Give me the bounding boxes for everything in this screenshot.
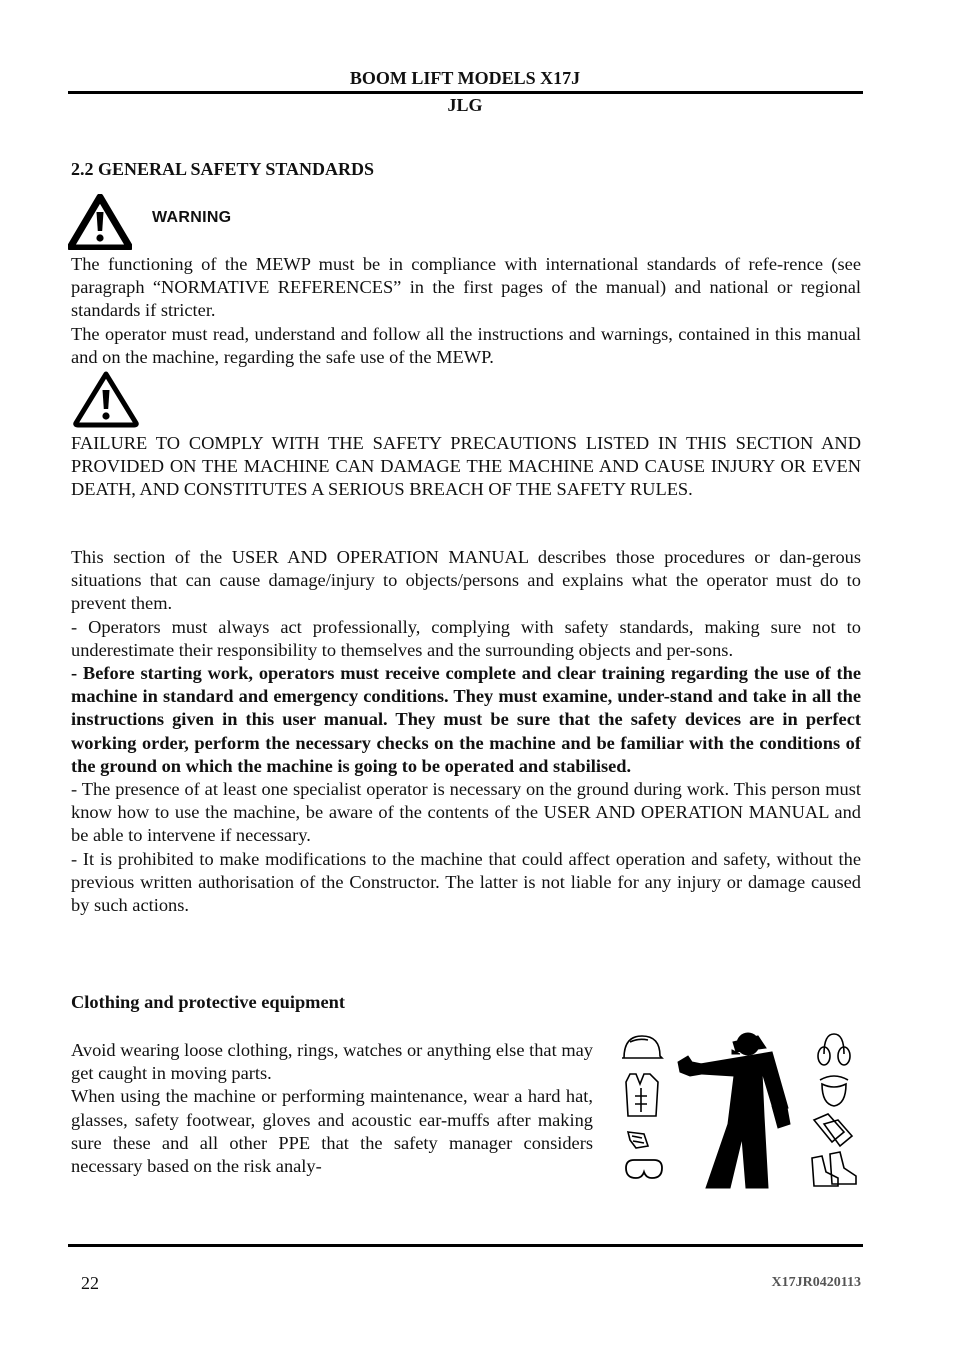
paragraph: - The presence of at least one specialist operator is necessary on the ground during work. This person must know how to use the machine, be aware of the contents of the USER AND OPERATION MANUAL and be able to intervene if necessary. (71, 779, 861, 846)
face-mask-icon (820, 1076, 848, 1106)
ear-muffs-icon (818, 1034, 850, 1065)
paragraph: - Operators must always act professionally, complying with safety standards, making sure not to underestimate their responsibility to themselves and the surrounding objects and per-sons. (71, 616, 861, 660)
caution-paragraph: FAILURE TO COMPLY WITH THE SAFETY PRECAUTIONS LISTED IN THIS SECTION AND PROVIDED ON THE MACHINE CAN DAMAGE THE MACHINE AND CAUSE INJURY OR EVEN DEATH, AND CONSTITUTES A SERIOUS BREACH OF THE SAFETY RULES. (71, 433, 861, 500)
page-number: 22 (81, 1273, 99, 1293)
safety-boots-icon (812, 1152, 856, 1186)
caution-text (71, 432, 861, 502)
clothing-text (71, 1039, 593, 1178)
paragraph: - It is prohibited to make modifications to the machine that could affect operation and safety, without the previous written authorisation of the Constructor. The latter is not liable for any injury or damage caused by such actions. (71, 848, 861, 916)
paragraph: This section of the USER AND OPERATION MANUAL describes those procedures or dan-gerous situations that can cause damage/injury to objects/persons and explains what the operator must do to prevent them. (71, 547, 861, 614)
ppe-illustration (618, 1028, 862, 1193)
intro-text (71, 253, 861, 369)
hard-hat-icon (622, 1036, 662, 1058)
header-brand: JLG (447, 95, 483, 115)
work-gloves-icon (814, 1114, 852, 1146)
warning-label: WARNING (152, 209, 232, 226)
header-divider (68, 91, 863, 94)
safety-vest-icon (626, 1074, 658, 1116)
paragraph: The functioning of the MEWP must be in compliance with international standards of refe-rence (see paragraph “NORMATIVE REFERENCES” in the first pages of the manual) and national or regional standards if stricter. (71, 254, 861, 321)
document-code: X17JR0420113 (771, 1275, 861, 1290)
paragraph: When using the machine or performing maintenance, wear a hard hat, glasses, safety footwear, gloves and acoustic ear-muffs after making sure these and all other PPE that the safety manager considers necessary based on the risk analy- (71, 1086, 593, 1177)
section-title: 2.2 GENERAL SAFETY STANDARDS (71, 159, 375, 179)
clothing-heading: Clothing and protective equipment (71, 992, 346, 1012)
paragraph: The operator must read, understand and follow all the instructions and warnings, contained in this manual and on the machine, regarding the safe use of the MEWP. (71, 323, 861, 367)
warning-triangle-icon (72, 370, 140, 428)
procedures-text (71, 546, 861, 917)
paragraph: Avoid wearing loose clothing, rings, watches or anything else that may get caught in moving parts. (71, 1040, 593, 1084)
header-title: BOOM LIFT MODELS X17J (349, 68, 581, 88)
hand-glove-icon (628, 1132, 648, 1148)
warning-triangle-icon (68, 194, 132, 250)
safety-glasses-icon (626, 1160, 662, 1178)
training-paragraph: - Before starting work, operators must receive complete and clear training regarding the use of the machine in standard and emergency conditions. They must examine, under-stand and take in all the instructions given in this user manual. They must be sure that the safety devices are in perfect working order, perform the necessary checks on the machine and be familiar with the conditions of the ground on which the machine is going to be operated and stabilised. (71, 663, 861, 776)
footer-divider (68, 1244, 863, 1247)
worker-figure (678, 1033, 790, 1188)
